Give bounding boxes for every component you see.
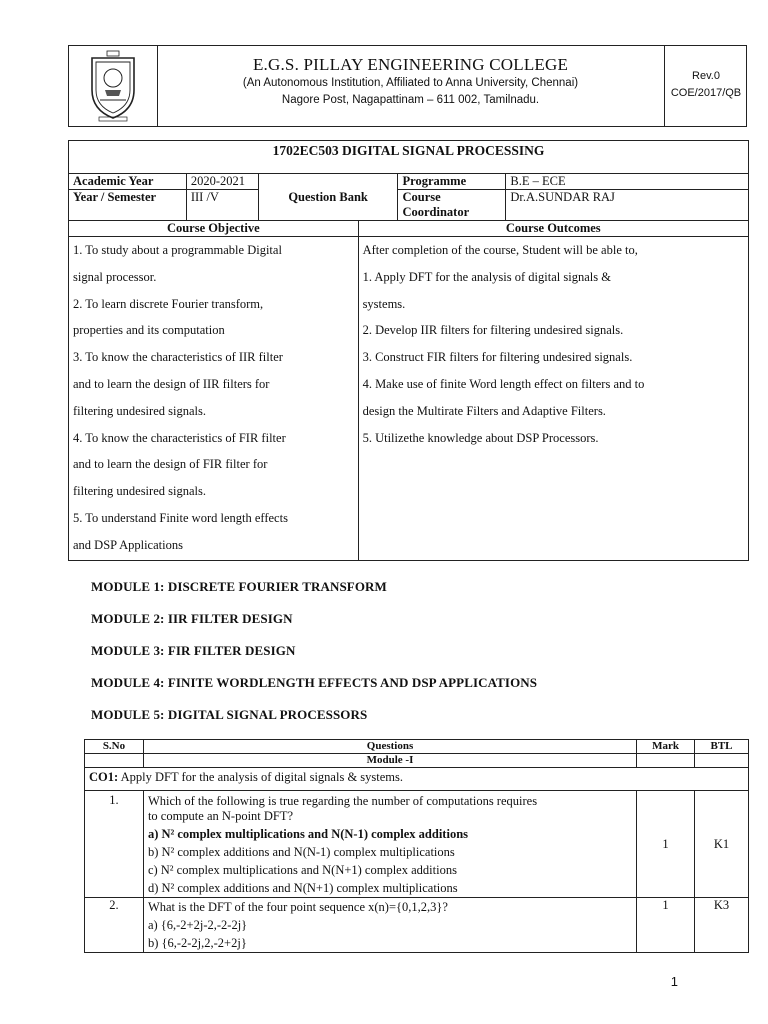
question-stem: Which of the following is true regarding the number of computations requires (147, 794, 538, 808)
table-row (85, 791, 749, 898)
academic-year-value: 2020-2021 (186, 174, 258, 190)
module-heading: MODULE 4: FINITE WORDLENGTH EFFECTS AND DSP APPLICATIONS (91, 675, 538, 690)
sno-header: S.No (85, 740, 144, 754)
course-objectives (69, 237, 359, 561)
module-heading: MODULE 2: IIR FILTER DESIGN (91, 611, 293, 626)
module-row (85, 754, 749, 768)
question-stem: What is the DFT of the four point sequence x(n)={0,1,2,3}? (147, 900, 448, 914)
module-heading: MODULE 3: FIR FILTER DESIGN (91, 643, 296, 658)
table-row (85, 898, 749, 953)
objective-line: 5. To understand Finite word length effects (73, 510, 288, 525)
objective-line: signal processor. (73, 269, 157, 284)
objective-line: 3. To know the characteristics of IIR filter (73, 350, 283, 365)
questions-header: Questions (143, 740, 636, 754)
coordinator-label: Course Coordinator (398, 190, 506, 221)
answer-option: b) {6,-2-2j,2,-2+2j} (147, 936, 247, 950)
outcome-line: design the Multirate Filters and Adaptive Filters. (362, 403, 606, 418)
question-mark: 1 (637, 898, 695, 953)
course-outcome-row (85, 768, 749, 791)
answer-option-correct: a) N² complex multiplications and N(N-1) complex additions (147, 827, 469, 841)
co-label: CO1: (89, 770, 119, 784)
question-number: 1. (85, 791, 144, 898)
outcome-line: After completion of the course, Student will be able to, (362, 243, 638, 257)
objective-line: and to learn the design of IIR filters for (73, 376, 270, 391)
outcome-line: 5. Utilizethe knowledge about DSP Processors. (362, 430, 599, 445)
year-semester-label: Year / Semester (69, 190, 187, 221)
objective-line: 2. To learn discrete Fourier transform, (73, 296, 264, 311)
course-title: 1702EC503 DIGITAL SIGNAL PROCESSING (69, 141, 749, 174)
answer-option: d) N² complex additions and N(N+1) complex multiplications (147, 881, 458, 895)
question-btl: K1 (695, 791, 749, 898)
outcome-line: 2. Develop IIR filters for filtering undesired signals. (362, 323, 624, 338)
objective-line: filtering undesired signals. (73, 484, 206, 499)
year-semester-value: III /V (186, 190, 258, 221)
programme-value: B.E – ECE (506, 174, 749, 190)
question-mark: 1 (637, 791, 695, 898)
question-text (143, 791, 636, 898)
question-number: 2. (85, 898, 144, 953)
module-label: Module -I (143, 754, 636, 768)
outcome-line: 1. Apply DFT for the analysis of digital signals & (362, 269, 611, 284)
mark-header: Mark (637, 740, 695, 754)
answer-option: a) {6,-2+2j-2,-2-2j} (147, 918, 248, 932)
answer-option: c) N² complex multiplications and N(N+1) complex additions (147, 863, 457, 877)
module-heading: MODULE 1: DISCRETE FOURIER TRANSFORM (91, 579, 387, 594)
college-logo (69, 46, 158, 126)
co-text: Apply DFT for the analysis of digital signals & systems. (118, 770, 403, 784)
course-outcomes-header: Course Outcomes (358, 221, 748, 237)
answer-option: b) N² complex additions and N(N-1) complex multiplications (147, 845, 455, 859)
academic-year-label: Academic Year (69, 174, 187, 190)
objective-line: 4. To know the characteristics of FIR filter (73, 430, 286, 445)
college-emblem-icon (69, 46, 157, 126)
programme-label: Programme (398, 174, 506, 190)
coordinator-value: Dr.A.SUNDAR RAJ (506, 190, 749, 221)
college-name: E.G.S. PILLAY ENGINEERING COLLEGE (252, 55, 569, 74)
module-heading: MODULE 5: DIGITAL SIGNAL PROCESSORS (91, 707, 368, 722)
table-header-row (85, 740, 749, 754)
college-address: Nagore Post, Nagapattinam – 611 002, Tamilnadu. (281, 94, 540, 106)
outcome-line: systems. (362, 296, 406, 311)
revision-info (665, 46, 747, 126)
revision-number: Rev.0 (692, 70, 720, 82)
outcome-line: 3. Construct FIR filters for filtering undesired signals. (362, 350, 633, 365)
objective-line: properties and its computation (73, 323, 225, 338)
question-table (84, 739, 749, 953)
college-info (157, 46, 665, 126)
course-objective-header: Course Objective (69, 221, 359, 237)
btl-header: BTL (695, 740, 749, 754)
page-number: 1 (670, 974, 678, 989)
question-btl: K3 (695, 898, 749, 953)
college-affiliation: (An Autonomous Institution, Affiliated to Anna University, Chennai) (242, 77, 579, 89)
objective-line: filtering undesired signals. (73, 403, 206, 418)
objective-line: 1. To study about a programmable Digital (73, 243, 282, 257)
outcome-line: 4. Make use of finite Word length effect on filters and to (362, 376, 645, 391)
question-bank-label: Question Bank (258, 174, 398, 221)
question-text (143, 898, 636, 953)
objective-line: and to learn the design of FIR filter for (73, 457, 268, 472)
objective-line: and DSP Applications (73, 537, 183, 552)
document-code: COE/2017/QB (670, 87, 742, 99)
course-info-table (68, 140, 749, 561)
college-header (68, 45, 747, 127)
course-outcomes (358, 237, 748, 561)
question-stem: to compute an N-point DFT? (147, 809, 294, 823)
